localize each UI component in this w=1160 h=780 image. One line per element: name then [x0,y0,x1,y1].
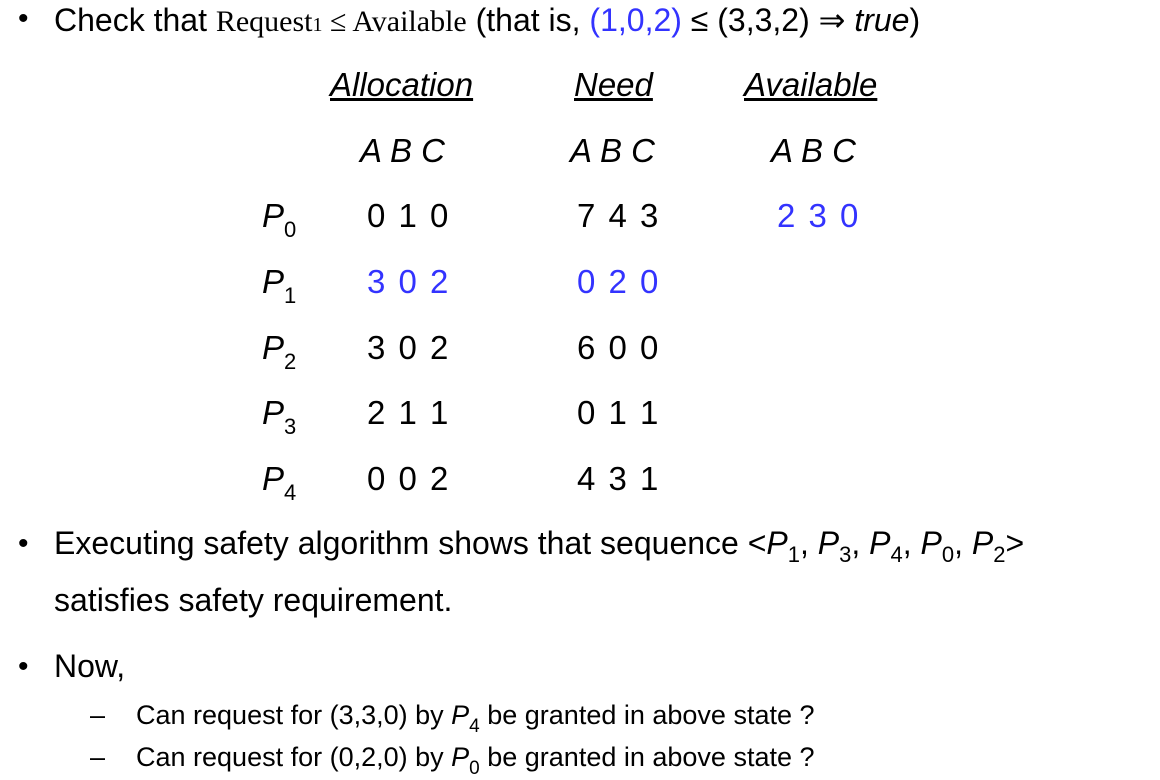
process-label-p1: $P_1$ [262,263,297,308]
request-word: Request [215,5,313,38]
process-label-p2: $P_2$ [262,329,297,374]
result-text: true [854,2,910,38]
allocation-p1: 3 0 2 [367,263,451,300]
process-label-p4: $P_4$ [262,460,297,505]
dash-icon: – [90,700,106,730]
close-paren: ) [909,2,921,38]
need-p0: 7 4 3 [577,197,661,234]
header-need: Need [574,66,653,103]
need-columns: A B C [570,132,655,169]
need-p3: 0 1 1 [577,394,661,431]
process-label-p0: $P_0$ [262,197,297,242]
header-available: Available [744,66,878,103]
bullet-icon: • [18,2,29,35]
check-line [54,1,920,39]
bullet-icon: • [18,650,29,683]
process-label-p3: $P_3$ [262,394,297,439]
request-subscript: 1 [312,14,323,36]
header-allocation: Allocation [330,66,474,103]
allocation-p4: 0 0 2 [367,460,451,497]
now-text: Now, [54,648,126,684]
that-is-text: (that is, [466,2,590,38]
check-prefix: Check that [54,2,216,38]
dash-icon: – [90,742,106,772]
sequence-close: > [1005,525,1025,561]
sequence-p3: $P_3$ [817,525,852,567]
need-p2: 6 0 0 [577,329,661,366]
compare-text: ≤ (3,3,2) ⇒ [681,2,855,38]
allocation-p0: 0 1 0 [367,197,451,234]
available-p0: 2 3 0 [777,197,861,234]
available-columns: A B C [771,132,856,169]
leq-symbol: ≤ [322,5,353,38]
sequence-p4: $P_4$ [869,525,903,567]
request-term [216,5,467,38]
sequence-p0: $P_0$ [920,525,955,567]
request-vector: (1,0,2) [589,2,682,38]
allocation-p3: 2 1 1 [367,394,451,431]
sequence-p2: $P_2$ [971,525,1006,567]
question-2: Can request for (0,2,0) by $P_0$ be granted in above state ? [136,742,815,779]
question-1: Can request for (3,3,0) by $P_4$ be granted in above state ? [136,700,815,737]
safety-line: Executing safety algorithm shows that sequence $<P_1$, $P_3$, $P_4$, $P_0$, $P_2>$ [54,525,1025,567]
need-p4: 4 3 1 [577,460,661,497]
sequence-p1: $P_1$ [766,525,800,567]
safety-line-2: satisfies safety requirement. [54,582,453,618]
safety-prefix: Executing safety algorithm shows that sequence < [54,525,767,561]
need-p1: 0 2 0 [577,263,661,300]
allocation-columns: A B C [360,132,445,169]
allocation-p2: 3 0 2 [367,329,451,366]
bullet-icon: • [18,527,29,560]
available-word: Available [352,5,467,38]
